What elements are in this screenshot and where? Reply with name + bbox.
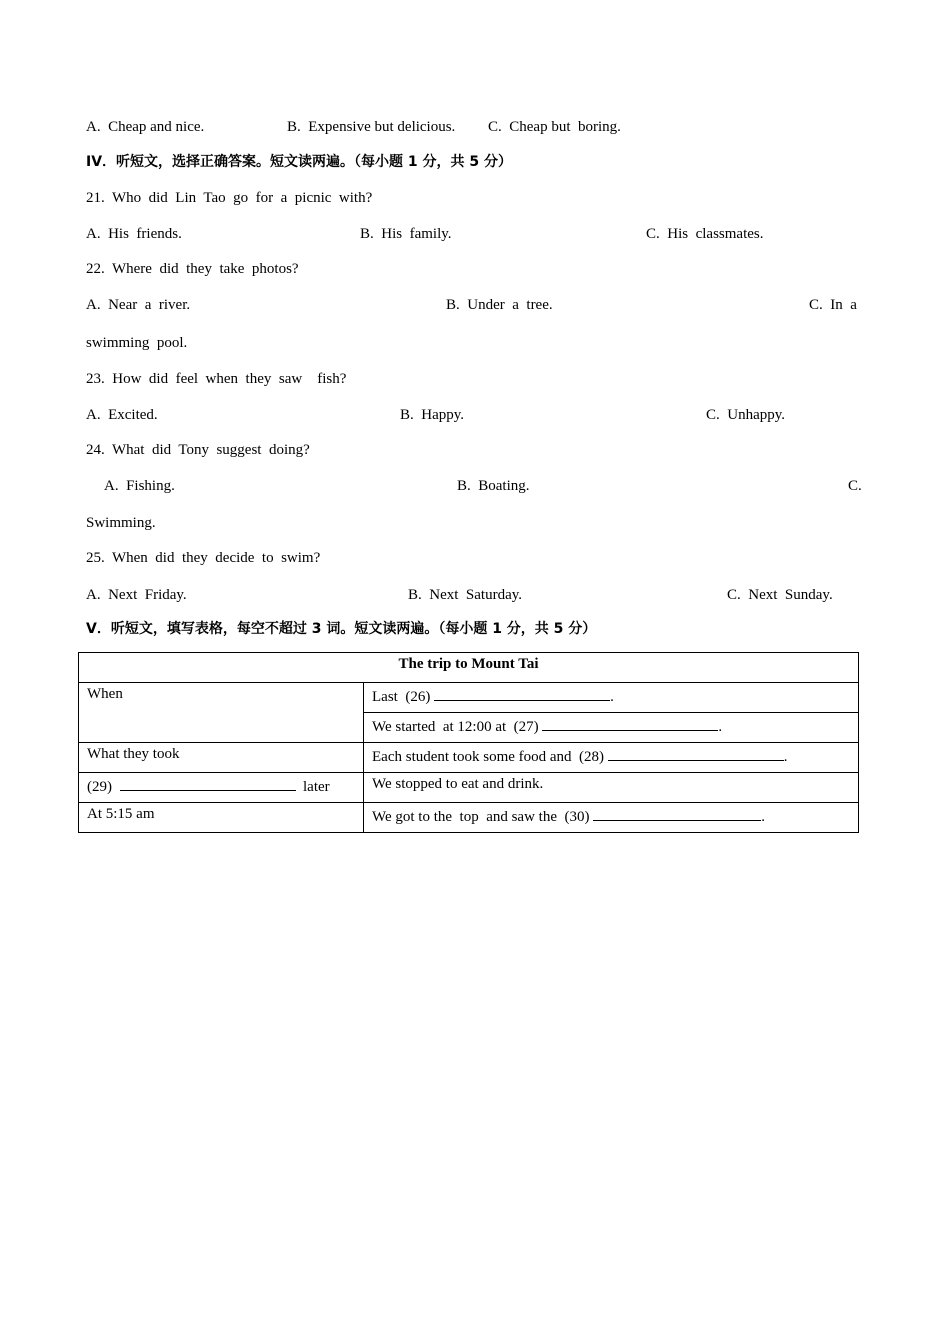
option-21c: C. His classmates. — [646, 226, 764, 242]
answer-30-blank[interactable] — [593, 806, 761, 821]
option-25a: A. Next Friday. — [86, 587, 187, 603]
section-iv-heading: IV．听短文，选择正确答案。短文读两遍。（每小题 1 分，共 5 分） — [86, 154, 513, 170]
option-24b: B. Boating. — [457, 478, 530, 494]
option-24a: A. Fishing. — [104, 478, 175, 494]
answer-27-blank[interactable] — [542, 716, 718, 731]
answer-28-blank[interactable] — [608, 746, 784, 761]
answer-26-blank[interactable] — [434, 686, 610, 701]
option-23a: A. Excited. — [86, 407, 158, 423]
option-23c: C. Unhappy. — [706, 407, 786, 423]
question-21: 21. Who did Lin Tao go for a picnic with? — [86, 190, 373, 206]
option-23b: B. Happy. — [400, 407, 465, 423]
period-26: . — [610, 689, 614, 705]
option-22a: A. Near a river. — [86, 297, 191, 313]
option-20b: B. Expensive but delicious. — [287, 119, 456, 135]
option-21b: B. His family. — [360, 226, 452, 242]
answer-29-blank[interactable] — [120, 776, 296, 791]
took-label: What they took — [79, 743, 364, 773]
period-28: . — [783, 749, 788, 765]
option-22c-continued: swimming pool. — [86, 335, 188, 351]
table-title: The trip to Mount Tai — [79, 653, 859, 683]
option-22b: B. Under a tree. — [446, 297, 553, 313]
answer-26-cell — [364, 683, 859, 713]
answer-27-prompt: We started at 12:00 at (27) — [372, 719, 539, 735]
option-21a: A. His friends. — [86, 226, 182, 242]
answer-29-cell — [79, 773, 364, 803]
answer-28-cell — [364, 743, 859, 773]
option-25b: B. Next Saturday. — [408, 587, 523, 603]
option-22c: C. In a — [809, 297, 857, 313]
at-time-label: At 5:15 am — [79, 803, 364, 833]
section-v-heading: V．听短文，填写表格，每空不超过 3 词。短文读两遍。（每小题 1 分，共 5 分） — [86, 621, 597, 637]
period-27: . — [718, 719, 723, 735]
period-30: . — [761, 809, 765, 825]
answer-27-cell — [364, 713, 859, 743]
answer-26-prompt: Last (26) — [372, 689, 431, 705]
question-24: 24. What did Tony suggest doing? — [86, 442, 310, 458]
question-22: 22. Where did they take photos? — [86, 261, 299, 277]
question-23: 23. How did feel when they saw fish? — [86, 371, 347, 387]
answer-30-cell — [364, 803, 859, 833]
option-24c-continued: Swimming. — [86, 515, 156, 531]
option-20a: A. Cheap and nice. — [86, 119, 205, 135]
when-label: When — [79, 683, 364, 743]
later-value: We stopped to eat and drink. — [364, 773, 859, 803]
trip-table — [78, 652, 859, 833]
answer-30-prompt: We got to the top and saw the (30) — [372, 809, 590, 825]
question-25: 25. When did they decide to swim? — [86, 550, 321, 566]
later-word: later — [303, 779, 330, 795]
option-24c: C. — [848, 478, 862, 494]
option-25c: C. Next Sunday. — [727, 587, 833, 603]
option-20c: C. Cheap but boring. — [488, 119, 621, 135]
answer-28-prompt: Each student took some food and (28) — [372, 749, 605, 765]
answer-29-number: (29) — [87, 779, 112, 795]
